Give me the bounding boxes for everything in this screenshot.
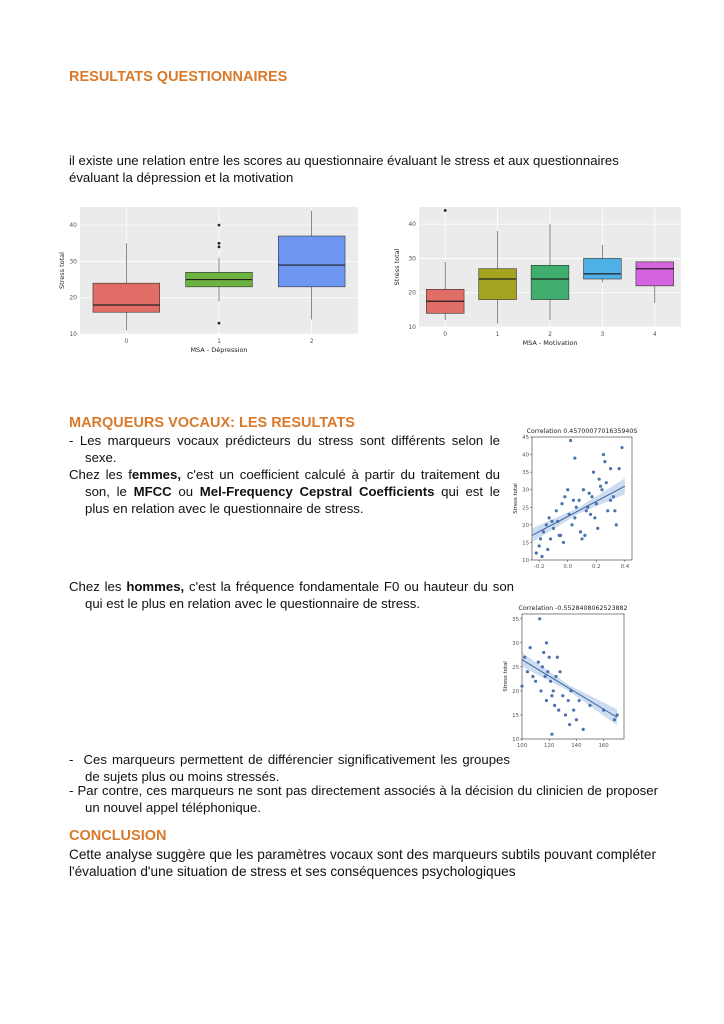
data-point [550,520,553,523]
vocal-markers-text-women [69,432,500,517]
box-body [636,262,674,286]
data-point [578,699,581,702]
data-point [529,646,532,649]
y-tick-label: 10 [408,324,416,331]
x-tick-label: 100 [516,743,528,749]
y-tick-label: 20 [69,294,77,302]
x-tick-label: 0.0 [563,564,573,570]
data-point [552,689,555,692]
data-point [549,537,552,540]
data-point [618,467,621,470]
data-point [561,694,564,697]
data-point [556,656,559,659]
data-point [575,506,578,509]
bullet-a-text: Ces marqueurs permettent de différencier significativement les groupes de sujets plus ou moins stressés. [83,752,510,784]
data-point [523,656,526,659]
data-point [600,488,603,491]
y-axis-label: Stress total [513,483,519,514]
y-tick-label: 40 [522,452,529,459]
data-point [567,699,570,702]
data-point [613,718,616,721]
x-tick-label: 160 [598,743,609,749]
x-tick-label: -0.2 [533,564,545,570]
data-point [520,685,523,688]
bullet-b-text: Par contre, ces marqueurs ne sont pas directement associés à la décision du clinicien de proposer un nouvel appel téléphonique. [77,783,658,815]
data-point [550,733,553,736]
data-point [548,516,551,519]
women-mid-1: c'est un coefficient calculé à partir du traitement du son, le [85,467,501,499]
data-point [542,651,545,654]
chart-title: Correlation 0.4570007701635940S [526,428,638,435]
women-paragraph [69,466,500,517]
data-point [545,641,548,644]
y-tick-label: 30 [522,487,529,494]
data-point [545,699,548,702]
women-bold-mfcc: MFCC [133,484,172,499]
data-point [588,704,591,707]
data-point [531,675,534,678]
men-paragraph [69,578,514,612]
women-bold-1: emmes, [131,467,182,482]
x-tick-label: 0.2 [591,564,601,570]
data-point [535,551,538,554]
data-point [590,495,593,498]
y-axis-label: Stress total [503,661,509,692]
data-point [566,488,569,491]
data-point [606,509,609,512]
data-point [599,485,602,488]
x-tick-label: 2 [548,331,552,338]
y-tick-label: 10 [69,331,77,338]
dash: - [69,433,80,448]
data-point [588,492,591,495]
men-bold: hommes, [126,579,185,594]
data-point [553,704,556,707]
data-point [579,530,582,533]
bullet-item-a [69,751,510,785]
box-body [584,258,622,279]
y-axis-label: Stress total [58,252,66,289]
y-tick-label: 45 [522,435,529,441]
data-point [539,689,542,692]
section-title-conclusion: CONCLUSION [69,828,167,844]
box-body [93,283,160,312]
women-prefix: Chez les f [69,467,132,482]
women-mid-2: ou [171,484,200,499]
scatter-men-chart [500,603,634,751]
data-point [582,488,585,491]
boxplot-depression-chart [58,203,362,357]
section-title-questionnaires: RESULTATS QUESTIONNAIRES [69,69,288,85]
data-point [603,460,606,463]
data-point [575,718,578,721]
data-point [568,723,571,726]
data-point [546,548,549,551]
outlier-point [218,322,221,325]
boxplot-motivation-chart [393,203,683,349]
data-point [549,680,552,683]
data-point [564,713,567,716]
data-point [612,495,615,498]
y-tick-label: 35 [522,470,529,477]
data-point [542,530,545,533]
x-axis-label: MSA - Dépression [190,346,248,354]
data-point [615,523,618,526]
plot-frame [532,437,632,560]
data-point [558,670,561,673]
data-point [580,537,583,540]
scatter-women-chart [510,428,644,574]
box-body [479,269,517,300]
bullet-item-b [69,782,658,816]
data-point [562,541,565,544]
men-prefix: Chez les [69,579,127,594]
data-point [552,527,555,530]
data-point [539,537,542,540]
data-point [578,499,581,502]
data-point [572,499,575,502]
y-tick-label: 15 [512,712,519,719]
data-point [550,694,553,697]
data-point [569,439,572,442]
data-point [558,534,561,537]
x-tick-label: 0.4 [620,564,630,570]
x-tick-label: 1 [495,331,500,338]
dash: - [69,752,84,767]
y-tick-label: 20 [512,688,519,695]
data-point [544,675,547,678]
y-axis-label: Stress total [393,248,401,286]
men-suffix: c'est la fréquence fondamentale F0 ou hauteur du son qui est le plus en relation avec le questionnaire de stress. [85,579,514,611]
data-point [605,481,608,484]
x-tick-label: 2 [309,338,314,345]
data-point [537,660,540,663]
x-axis-label: MSA - Motivation [522,339,578,347]
outlier-point [218,224,221,227]
data-point [602,453,605,456]
y-tick-label: 25 [522,505,529,512]
chart-title: Correlation -0.5528408062523882 [518,605,628,612]
data-point [557,709,560,712]
data-point [538,617,541,620]
data-point [585,509,588,512]
data-point [555,509,558,512]
women-bold-mfcc-full: Mel-Frequency Cepstral Coefficients [199,484,435,499]
data-point [526,670,529,673]
data-point [596,527,599,530]
x-tick-label: 120 [544,743,555,749]
x-tick-label: 4 [652,331,657,338]
vocal-p1: Les marqueurs vocaux prédicteurs du stress sont différents selon le sexe. [79,433,500,465]
x-tick-label: 140 [571,743,582,749]
x-tick-label: 0 [124,338,129,345]
y-tick-label: 10 [522,558,529,564]
bullet-item [69,432,500,466]
data-point [573,456,576,459]
women-suffix: qui est le plus en relation avec le questionnaire de stress. [85,484,500,516]
questionnaire-paragraph: il existe une relation entre les scores au questionnaire évaluant le stress et aux questionnaires évaluant la dépression et la motivation [69,153,619,185]
data-point [563,495,566,498]
dash: - [69,783,78,798]
data-point [620,446,623,449]
data-point [546,670,549,673]
data-point [548,656,551,659]
x-tick-label: 1 [217,338,221,345]
x-tick-label: 0 [443,331,448,338]
data-point [598,478,601,481]
y-tick-label: 15 [522,540,529,547]
section-title-vocal-markers: MARQUEURS VOCAUX: LES RESULTATS [69,415,355,431]
y-tick-label: 30 [408,255,416,263]
y-tick-label: 40 [69,222,77,230]
data-point [554,675,557,678]
data-point [592,471,595,474]
y-tick-label: 25 [512,664,519,671]
data-point [570,523,573,526]
data-point [595,502,598,505]
box-body [278,236,345,287]
data-point [609,467,612,470]
data-point [572,709,575,712]
outlier-point [218,242,221,245]
data-point [613,509,616,512]
plot-frame [522,614,624,739]
box-body [531,265,569,299]
y-tick-label: 10 [512,737,519,743]
data-point [616,713,619,716]
data-point [589,513,592,516]
outlier-point [444,209,447,212]
x-tick-label: 3 [600,331,605,338]
data-point [583,534,586,537]
data-point [609,499,612,502]
y-tick-label: 30 [69,258,77,266]
data-point [593,516,596,519]
data-point [573,516,576,519]
data-point [538,544,541,547]
data-point [560,502,563,505]
y-tick-label: 40 [408,221,416,229]
data-point [545,523,548,526]
y-tick-label: 30 [512,640,519,647]
y-tick-label: 20 [522,522,529,529]
data-point [534,680,537,683]
data-point [541,665,544,668]
data-point [582,728,585,731]
y-tick-label: 20 [408,289,416,297]
data-point [540,555,543,558]
conclusion-paragraph: Cette analyse suggère que les paramètres vocaux sont des marqueurs subtils pouvant compléter l'évaluation d'une situation de stress et ses conséquences psychologiques [69,847,656,879]
y-tick-label: 35 [512,616,519,623]
outlier-point [218,246,221,249]
